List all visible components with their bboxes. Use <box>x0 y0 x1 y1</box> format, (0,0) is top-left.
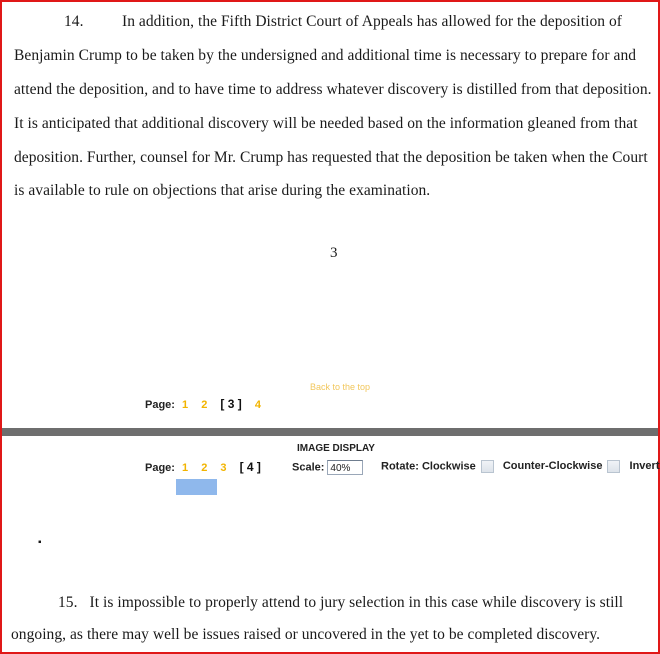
para15-line1 <box>14 593 623 613</box>
para14-number: 14. <box>64 13 84 30</box>
scale-label: Scale: <box>292 461 325 474</box>
para14-line1 <box>14 12 622 32</box>
rotate-label: Rotate: <box>381 460 419 473</box>
para14-line4: It is anticipated that additional discovery will be needed based on the information gleaned from that <box>14 115 638 132</box>
pager-top <box>145 397 271 411</box>
para15-line2: ongoing, as there may well be issues raised or uncovered in the yet to be completed discovery. <box>11 626 601 643</box>
selection-highlight <box>176 479 217 495</box>
pager-bottom-page-3[interactable]: 3 <box>220 462 227 474</box>
image-display-title: IMAGE DISPLAY <box>297 443 375 454</box>
clockwise-checkbox[interactable] <box>481 460 494 473</box>
pager-bottom-page-2[interactable]: 2 <box>201 462 208 474</box>
scale-control <box>292 460 363 475</box>
back-to-top-link[interactable]: Back to the top <box>310 382 371 392</box>
pager-top-page-2[interactable]: 2 <box>201 399 208 411</box>
para14-line3: attend the deposition, and to have time to address whatever discovery is distilled from that deposition. <box>14 81 652 98</box>
scale-input[interactable]: 40% <box>327 460 363 475</box>
clockwise-label: Clockwise <box>421 460 476 473</box>
pager-top-page-4[interactable]: 4 <box>254 399 261 411</box>
rotate-controls <box>381 460 660 473</box>
counter-clockwise-checkbox[interactable] <box>607 460 620 473</box>
para15-line1-text: It is impossible to properly attend to jury selection in this case while discovery is still <box>89 594 624 611</box>
counter-clockwise-label: Counter-Clockwise <box>502 460 603 473</box>
pager-top-page-1[interactable]: 1 <box>182 399 189 411</box>
scan-artifact: ▪ <box>38 537 42 548</box>
pager-bottom <box>145 460 271 474</box>
pager-bottom-current: [ 4 ] <box>239 460 261 474</box>
para14-line6: is available to rule on objections that arise during the examination. <box>14 182 431 199</box>
pager-top-current: [ 3 ] <box>220 397 242 411</box>
para14-line5: deposition. Further, counsel for Mr. Crump has requested that the deposition be taken when the Court <box>14 149 648 166</box>
para15-number: 15. <box>58 594 78 611</box>
page-divider <box>2 428 658 436</box>
para14-line2: Benjamin Crump to be taken by the undersigned and additional time is necessary to prepare for and <box>14 47 637 64</box>
invert-label: Invert <box>629 460 660 473</box>
pager-bottom-page-1[interactable]: 1 <box>182 462 189 474</box>
para14-line1-text: In addition, the Fifth District Court of Appeals has allowed for the deposition of <box>122 13 623 30</box>
pager-top-label: Page: <box>145 399 175 411</box>
page-number: 3 <box>330 245 338 261</box>
pager-bottom-label: Page: <box>145 462 175 474</box>
